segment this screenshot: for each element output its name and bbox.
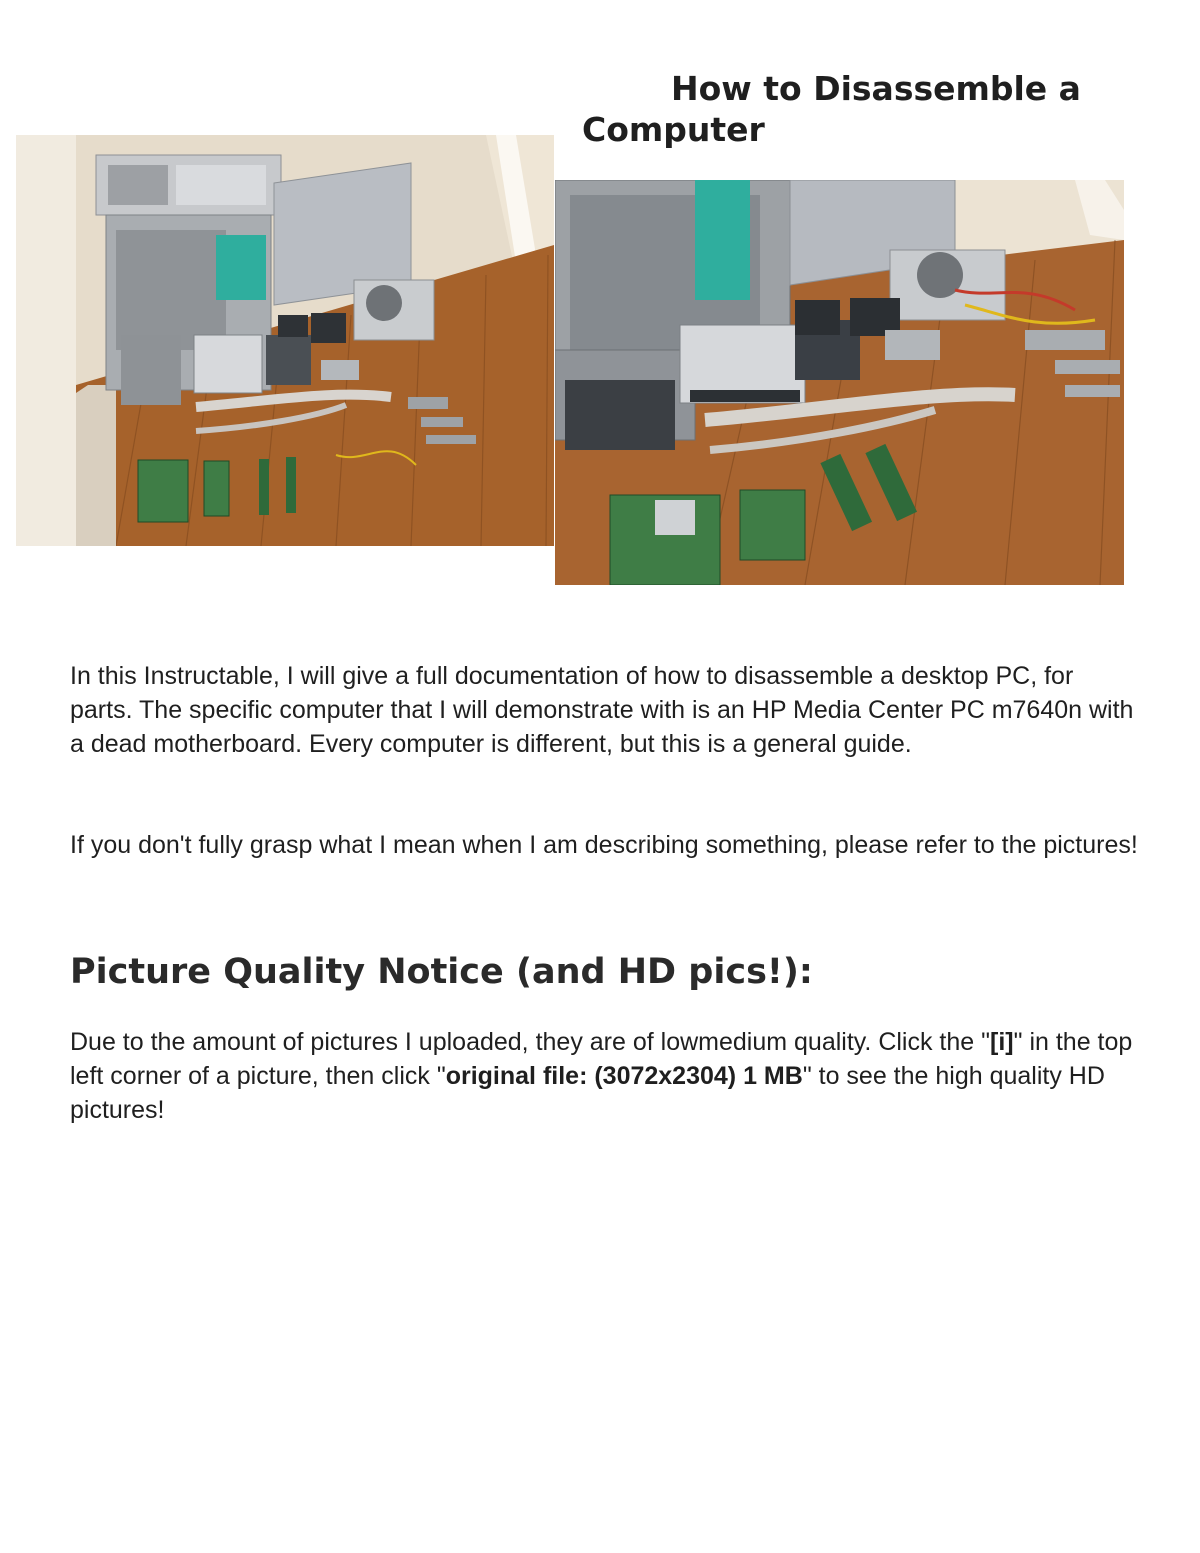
original-file-text: original file: (3072x2304) 1 MB [445,1062,803,1090]
notice-text-1: Due to the amount of pictures I uploaded, they are of lowmedium quality. Click the " [70,1028,991,1056]
disassembled-parts-photo-close [555,180,1124,585]
notice-text-3: " to see the high quality HD pictures! [70,1062,1105,1124]
info-link-text: [i] [990,1028,1014,1056]
title-line-2: Computer [582,110,765,149]
document-title [582,68,1142,150]
refer-note-paragraph: If you don't fully grasp what I mean when I am describing something, please refer to the pictures! [70,831,1138,859]
disassembled-parts-photo-wide [16,135,554,546]
notice-text-2: " in the top left corner of a picture, then click " [70,1028,1133,1090]
section-heading: Picture Quality Notice (and HD pics!): [70,952,813,992]
notice-paragraph [70,1025,1140,1127]
intro-paragraph: In this Instructable, I will give a full documentation of how to disassemble a desktop PC, for parts. The specific computer that I will demonstrate with is an HP Media Center PC m7640n with a dead motherboard. Every computer is different, but this is a general guide. [70,662,1134,758]
title-line-1: How to Disassemble a [671,69,1081,108]
